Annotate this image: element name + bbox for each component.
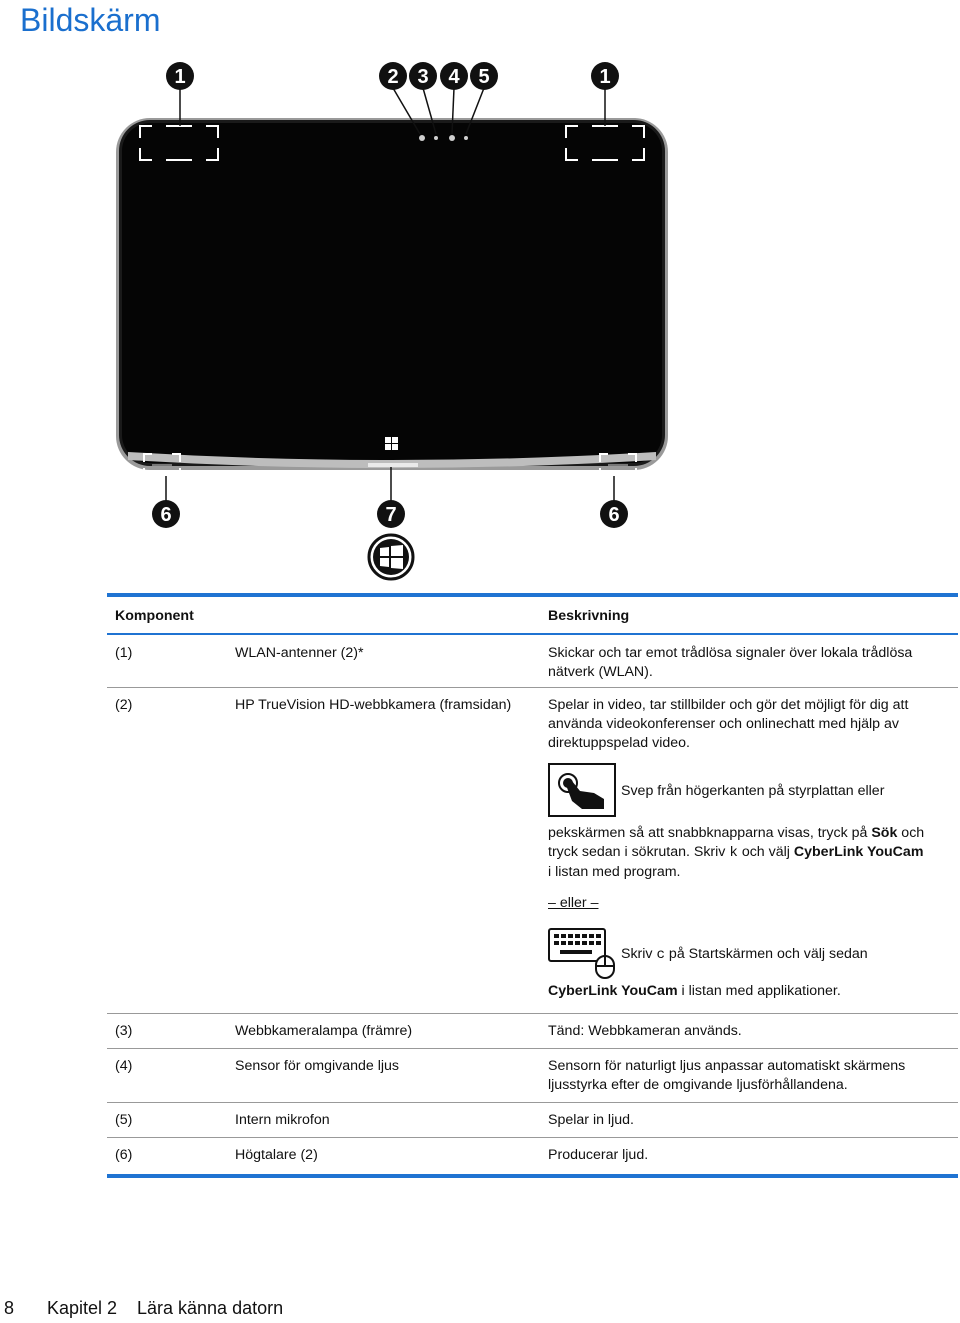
- svg-text:6: 6: [608, 504, 620, 526]
- table-header-row: [107, 597, 958, 633]
- svg-text:4: 4: [448, 66, 460, 88]
- touch-instruction-text: pekskärmen så att snabbknapparna visas, tryck på Sök och tryck sedan i sökrutan. Skriv k och välj CyberLink YouCam i listan med program.: [548, 825, 925, 880]
- callout-1-right: [591, 62, 619, 90]
- table-row: (3) Webbkameralampa (främre) Tänd: Webbkameran används.: [115, 1023, 742, 1039]
- windows-button-icon: [369, 535, 413, 579]
- svg-text:6: 6: [160, 504, 172, 526]
- svg-text:2: 2: [387, 66, 399, 88]
- or-separator: – eller –: [548, 895, 599, 911]
- tablet-screen: [122, 123, 662, 463]
- callout-6-left: [152, 500, 180, 528]
- chapter-title: Lära känna datorn: [137, 1298, 284, 1318]
- tablet-front-figure: [0, 0, 960, 600]
- callout-2: [379, 62, 407, 90]
- svg-text:3: 3: [417, 66, 429, 88]
- callout-5: [470, 62, 498, 90]
- svg-text:1: 1: [174, 66, 186, 88]
- svg-text:7: 7: [385, 504, 397, 526]
- keyboard-mouse-icon: [548, 928, 620, 986]
- microphone-icon: [464, 136, 468, 140]
- table-row: (4) Sensor för omgivande ljus Sensorn för naturligt ljus anpassar automatiskt skärmens ljusstyrka efter de omgivande ljusförhållandena.: [115, 1058, 906, 1093]
- header-description: Beskrivning: [548, 608, 630, 624]
- callout-3: [409, 62, 437, 90]
- table-row: (5) Intern mikrofon Spelar in ljud.: [115, 1112, 634, 1128]
- webcam-icon: [419, 135, 425, 141]
- light-sensor-icon: [449, 135, 455, 141]
- svg-text:1: 1: [599, 66, 611, 88]
- header-component: Komponent: [115, 608, 194, 624]
- keyboard-instruction-line2: CyberLink YouCam i listan med applikationer.: [548, 983, 841, 999]
- page-number: 8: [4, 1298, 15, 1318]
- svg-text:5: 5: [478, 66, 490, 88]
- chapter-label: Kapitel 2: [47, 1298, 118, 1318]
- touch-gesture-icon: [548, 763, 618, 827]
- webcam-light-icon: [434, 136, 438, 140]
- callout-1-left: [166, 62, 194, 90]
- touch-instruction-line1: Svep från högerkanten på styrplattan eller: [621, 783, 885, 799]
- table-row: (2) HP TrueVision HD-webbkamera (framsidan) Spelar in video, tar stillbilder och gör det möjligt för dig att använda videokonferenser och onlinechatt med hjälp av direktuppspelad video. Svep från högerkanten på styrplattan eller pekskärmen så att snabbknapparna visas, tryck på Sök och tryck sedan i sökrutan. Skriv k och välj CyberLink YouCam i listan med program. – eller – Skriv c på Startskärmen och välj sedan CyberLink YouCam i listan med applikationer.: [107, 688, 958, 1013]
- keyboard-instruction-line1: Skriv c på Startskärmen och välj sedan: [621, 946, 868, 963]
- page-title: Bildskärm: [20, 2, 161, 38]
- callout-4: [440, 62, 468, 90]
- table-row: (1) WLAN-antenner (2)* Skickar och tar emot trådlösa signaler över lokala trådlösa nätverk (WLAN).: [115, 645, 913, 680]
- callout-6-right: [600, 500, 628, 528]
- callout-7: [377, 500, 405, 528]
- table-row: (6) Högtalare (2) Producerar ljud.: [115, 1147, 649, 1163]
- component-table: [107, 593, 958, 1178]
